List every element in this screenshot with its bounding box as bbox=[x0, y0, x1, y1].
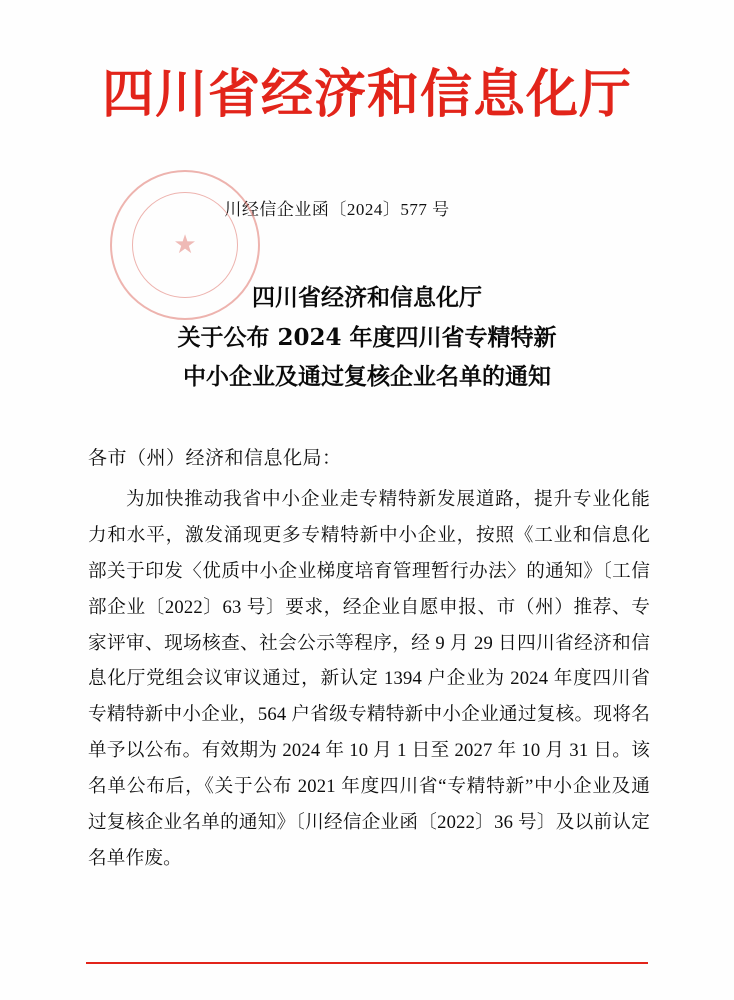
masthead-title: 四川省经济和信息化厅 bbox=[101, 64, 632, 125]
seal-star-icon: ★ bbox=[173, 230, 197, 259]
body-paragraph: 为加快推动我省中小企业走专精特新发展道路，提升专业化能力和水平，激发涌现更多专精特新中小企业，按照《工业和信息化部关于印发〈优质中小企业梯度培育管理暂行办法〉的通知》〔工信部企业〔2022〕63 号〕要求，经企业自愿申报、市（州）推荐、专家评审、现场核查、社会公示等程序，经 9 月 29 日四川省经济和信息化厅党组会议审议通过，新认定 1394 户企业为 2024 年度四川省专精特新中小企业，564 户省级专精特新中小企业通过复核。现将名单予以公布。有效期为 2024 年 10 月 1 日至 2027 年 10 月 31 日。该名单公布后，《关于公布 2021 年度四川省“专精特新”中小企业及通过复核企业名单的通知》〔川经信企业函〔2022〕36 号〕及以前认定名单作废。 bbox=[88, 489, 650, 869]
document-number: 川经信企业函〔2024〕577 号 bbox=[224, 200, 450, 219]
bottom-divider bbox=[86, 962, 648, 964]
title-line-3: 中小企业及通过复核企业名单的通知 bbox=[183, 363, 551, 391]
title-line-2: 关于公布 2024 年度四川省专精特新 bbox=[177, 323, 557, 351]
title-line-1: 四川省经济和信息化厅 bbox=[252, 284, 482, 311]
document-title bbox=[0, 278, 734, 397]
salutation: 各市（州）经济和信息化局： bbox=[88, 448, 342, 469]
